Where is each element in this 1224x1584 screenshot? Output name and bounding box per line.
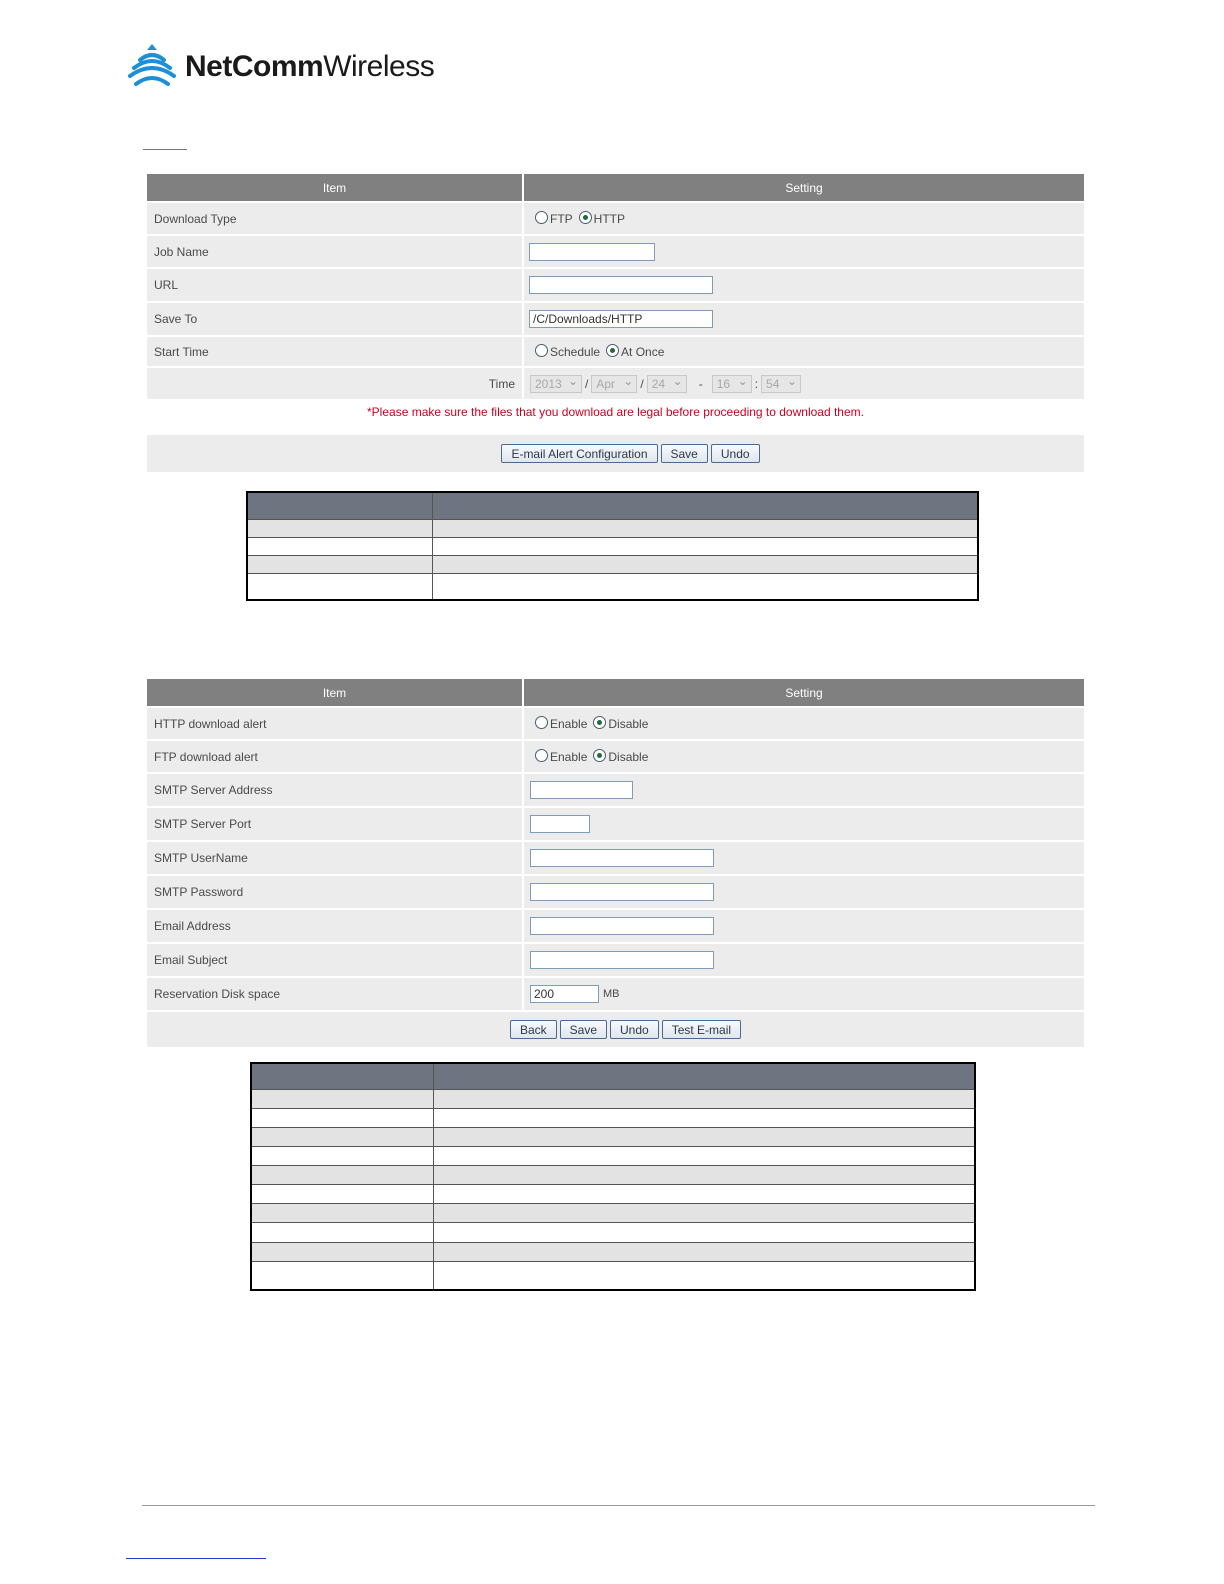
http-alert-disable-radio[interactable]	[593, 716, 606, 729]
smtp-address-input[interactable]	[530, 781, 633, 799]
row-email-address	[147, 910, 1084, 942]
job-name-input[interactable]	[529, 243, 655, 261]
start-time-label: Start Time	[147, 337, 522, 366]
wireless-signal-icon	[128, 44, 180, 90]
http-radio-label: HTTP	[593, 211, 626, 226]
at-once-radio[interactable]	[606, 344, 619, 357]
smtp-port-input[interactable]	[530, 815, 590, 833]
smtp-username-label: SMTP UserName	[147, 842, 522, 874]
row-http-alert	[147, 708, 1084, 739]
row-save-to	[147, 303, 1084, 335]
download-button-bar	[147, 435, 1084, 472]
time-label: Time	[147, 368, 522, 399]
enable-label: Enable	[550, 749, 588, 764]
reservation-unit: MB	[603, 988, 620, 1000]
save-button[interactable]: Save	[560, 1020, 607, 1039]
undo-button[interactable]: Undo	[711, 444, 760, 463]
email-subject-input[interactable]	[530, 951, 714, 969]
header-setting: Setting	[524, 174, 1084, 201]
download-settings-panel	[147, 174, 1084, 399]
at-once-radio-label: At Once	[621, 344, 665, 359]
disable-label: Disable	[608, 749, 649, 764]
email-alert-config-button[interactable]: E-mail Alert Configuration	[501, 444, 657, 463]
ftp-alert-enable-radio[interactable]	[535, 749, 548, 762]
row-reservation	[147, 978, 1084, 1010]
time-separator: :	[754, 376, 759, 391]
row-download-type	[147, 203, 1084, 234]
description-table-1	[246, 491, 979, 601]
row-smtp-port	[147, 808, 1084, 840]
row-ftp-alert	[147, 741, 1084, 772]
header-item: Item	[147, 679, 522, 706]
smtp-port-label: SMTP Server Port	[147, 808, 522, 840]
short-divider	[143, 149, 187, 150]
email-address-input[interactable]	[530, 917, 714, 935]
legal-notice: *Please make sure the files that you download are legal before proceeding to download them.	[367, 405, 864, 419]
test-email-button[interactable]: Test E-mail	[662, 1020, 741, 1039]
date-time-separator: -	[698, 376, 703, 391]
smtp-password-input[interactable]	[530, 883, 714, 901]
ftp-alert-disable-radio[interactable]	[593, 749, 606, 762]
ftp-radio-label: FTP	[550, 211, 573, 226]
url-label: URL	[147, 269, 522, 301]
logo-text-light: Wireless	[323, 50, 435, 83]
save-button[interactable]: Save	[661, 444, 708, 463]
row-smtp-address	[147, 774, 1084, 806]
undo-button[interactable]: Undo	[610, 1020, 659, 1039]
download-type-label: Download Type	[147, 203, 522, 234]
row-smtp-password	[147, 876, 1084, 908]
hour-select[interactable]: 16 ⌄	[712, 375, 752, 393]
schedule-radio[interactable]	[535, 344, 548, 357]
email-subject-label: Email Subject	[147, 944, 522, 976]
http-alert-label: HTTP download alert	[147, 708, 522, 739]
description-table-2	[250, 1062, 976, 1291]
row-smtp-username	[147, 842, 1084, 874]
back-button[interactable]: Back	[510, 1020, 557, 1039]
netcomm-logo	[128, 44, 448, 92]
row-time	[147, 368, 1084, 399]
http-alert-enable-radio[interactable]	[535, 716, 548, 729]
day-select[interactable]: 24 ⌄	[647, 375, 687, 393]
ftp-radio[interactable]	[535, 211, 548, 224]
disable-label: Disable	[608, 716, 649, 731]
http-radio[interactable]	[579, 211, 592, 224]
job-name-label: Job Name	[147, 236, 522, 267]
save-to-label: Save To	[147, 303, 522, 335]
reservation-label: Reservation Disk space	[147, 978, 522, 1010]
ftp-alert-label: FTP download alert	[147, 741, 522, 772]
schedule-radio-label: Schedule	[550, 344, 601, 359]
header-setting: Setting	[524, 679, 1084, 706]
date-separator: /	[640, 376, 644, 391]
logo-text-bold: NetComm	[185, 50, 324, 83]
year-select[interactable]: 2013 ⌄	[530, 375, 582, 393]
url-input[interactable]	[529, 276, 713, 294]
row-url	[147, 269, 1084, 301]
minute-select[interactable]: 54 ⌄	[761, 375, 801, 393]
email-address-label: Email Address	[147, 910, 522, 942]
smtp-password-label: SMTP Password	[147, 876, 522, 908]
smtp-address-label: SMTP Server Address	[147, 774, 522, 806]
email-alert-panel	[147, 679, 1084, 1047]
row-start-time	[147, 337, 1084, 366]
save-to-input[interactable]: /C/Downloads/HTTP	[529, 310, 713, 328]
smtp-username-input[interactable]	[530, 849, 714, 867]
row-email-subject	[147, 944, 1084, 976]
enable-label: Enable	[550, 716, 588, 731]
email-button-bar	[147, 1012, 1084, 1047]
date-separator: /	[585, 376, 589, 391]
reservation-input[interactable]: 200	[530, 985, 599, 1003]
month-select[interactable]: Apr ⌄	[591, 375, 637, 393]
footer-link-underline[interactable]	[126, 1558, 266, 1559]
header-item: Item	[147, 174, 522, 201]
row-job-name	[147, 236, 1084, 267]
footer-divider	[142, 1505, 1095, 1506]
